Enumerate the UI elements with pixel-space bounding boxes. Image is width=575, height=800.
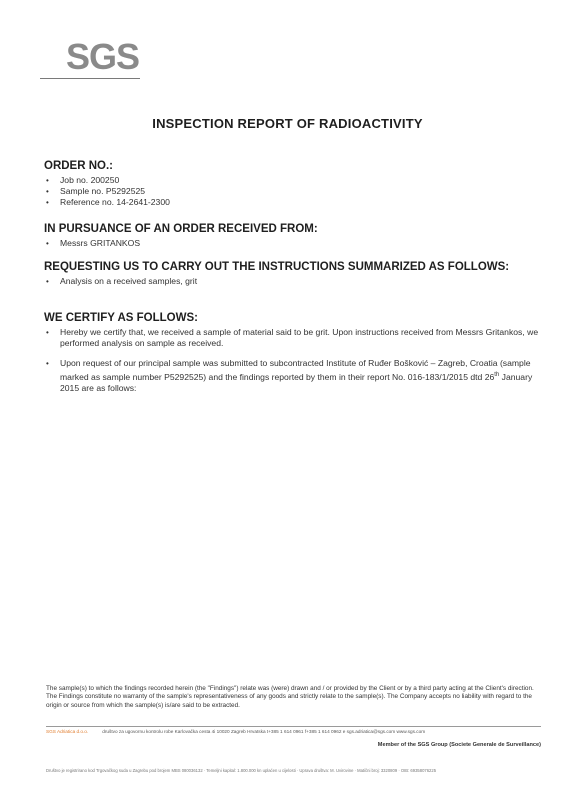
sgs-logo	[40, 34, 140, 90]
logo-underline	[40, 78, 140, 79]
company-name: SGS Adriatica d.o.o.	[46, 729, 89, 734]
registry-line: Društvo je registrirano kod Trgovačkog suda u Zagrebu pod brojem MBS 080036132 · Temeljni kapital: 1.800.000 kn uplaćen u cijelosti · Uprava društva: M. Uvirovine · Matični broj: 3320809 · OIB: 69358076225	[46, 768, 437, 773]
requesting-section	[44, 261, 544, 287]
certify-section	[44, 312, 544, 403]
list-item: • Upon request of our principal sample was submitted to subcontracted Institute of Ruđer Bošković – Zagreb, Croatia (sample marked as sample number P5292525) and the findings reported by them in their report No. 016-183/1/2015 dtd 26th January 2015 are as follows:	[46, 358, 533, 393]
pursuance-heading: IN PURSUANCE OF AN ORDER RECEIVED FROM:	[44, 223, 318, 235]
order-heading: ORDER NO.:	[44, 160, 113, 172]
bullet-icon: •	[46, 328, 49, 337]
certify-heading: WE CERTIFY AS FOLLOWS:	[44, 312, 198, 324]
pursuance-section	[44, 223, 544, 249]
list-item: • Job no. 200250	[46, 175, 120, 185]
bullet-icon: •	[46, 277, 49, 286]
sgs-member-line: Member of the SGS Group (Societe Generale de Surveillance)	[377, 742, 541, 748]
footer-divider	[46, 726, 541, 727]
company-address: društvo za ugovornu kontrolu robe Karlovačka cesta 4i 10020 Zagreb Hrvatska t+385 1 614 0961 f+385 1 614 0962 e sgs.adriatica@sgs.com www.sgs.com	[102, 729, 426, 734]
certify-list	[44, 327, 544, 394]
report-title: INSPECTION REPORT OF RADIOACTIVITY	[152, 116, 423, 131]
bullet-icon: •	[46, 198, 49, 208]
bullet-icon: •	[46, 359, 49, 369]
footer-address-line	[46, 729, 541, 734]
disclaimer-note: The sample(s) to which the findings recorded herein (the "Findings") relate was (were) drawn and / or provided by the Client or by a third party acting at the Client's direction. The Findings constitute no warranty of the sample's representativeness of any goods and strictly relate to the sample(s). The Company accepts no liability with regard to the origin or source from which the sample(s) is/are said to be extracted.	[46, 685, 534, 709]
list-item: • Messrs GRITANKOS	[46, 238, 141, 248]
requesting-heading: REQUESTING US TO CARRY OUT THE INSTRUCTIONS SUMMARIZED AS FOLLOWS:	[44, 261, 510, 273]
list-item: • Reference no. 14-2641-2300	[46, 197, 170, 208]
bullet-icon: •	[46, 187, 49, 197]
list-item: • Analysis on a received samples, grit	[46, 276, 198, 286]
bullet-icon: •	[46, 239, 49, 248]
list-item: • Hereby we certify that, we received a sample of material said to be grit. Upon instructions received from Messrs Gritankos, we performed analysis on sample as received.	[46, 327, 539, 349]
logo-text: SGS	[66, 36, 140, 77]
bullet-icon: •	[46, 176, 49, 185]
list-item: • Sample no. P5292525	[46, 186, 146, 197]
pursuance-list	[44, 238, 544, 249]
requesting-list	[44, 276, 544, 287]
order-list	[44, 175, 544, 209]
order-section	[44, 160, 544, 209]
